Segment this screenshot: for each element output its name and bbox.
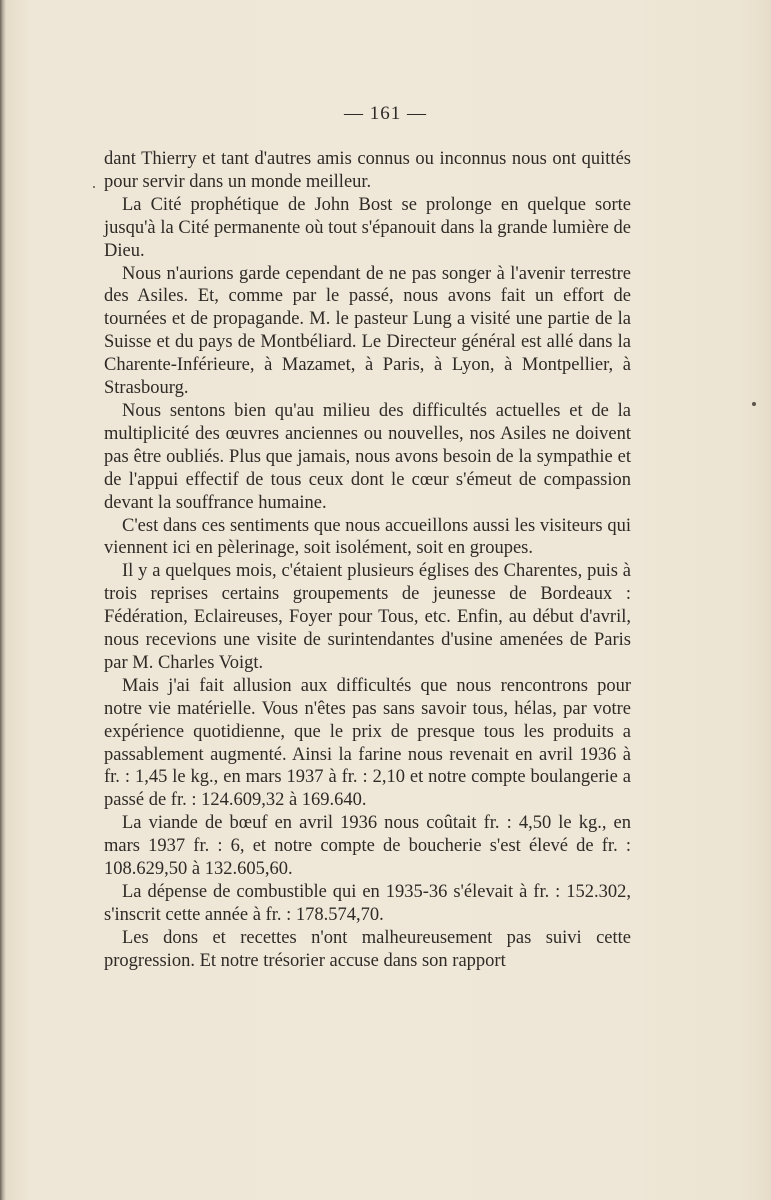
paragraph-1: dant Thierry et tant d'autres amis connus ou inconnus nous ont quittés pour servir dans un monde meilleur.: [104, 149, 631, 192]
paragraph-8: La viande de bœuf en avril 1936 nous coûtait fr. : 4,50 le kg., en mars 1937 fr. : 6, et notre compte de boucherie s'est élevé de fr. : 108.629,50 à 132.605,60.: [104, 813, 631, 880]
body-text: [104, 148, 631, 973]
paper-speck: [93, 186, 95, 188]
paragraph-4: Nous sentons bien qu'au milieu des difficultés actuelles et de la multiplicité des œuvres anciennes ou nouvelles, nos Asiles ne doivent pas être oubliés. Plus que jamais, nous avons besoin de la sympathie et de l'appui effectif de tous ceux dont le cœur s'émeut de compassion devant la souffrance humaine.: [104, 400, 631, 513]
page-number: — 161 —: [344, 103, 427, 124]
paragraph-3: Nous n'aurions garde cependant de ne pas songer à l'avenir terrestre des Asiles. Et, comme par le passé, nous avons fait un effort de tournées et de propagande. M. le pasteur Lung a visité une partie de la Suisse et du pays de Montbéliard. Le Directeur général est allé dans la Charente-Inférieure, à Mazamet, à Paris, à Lyon, à Montpellier, à Strasbourg.: [104, 263, 631, 399]
paragraph-10: Les dons et recettes n'ont malheureusement pas suivi cette progression. Et notre trésorier accuse dans son rapport: [104, 927, 631, 971]
paragraph-7: Mais j'ai fait allusion aux difficultés que nous rencontrons pour notre vie matérielle. Vous n'êtes pas sans savoir tous, hélas, par votre expérience quotidienne, que le prix de presque tous les produits a passablement augmenté. Ainsi la farine nous revenait en avril 1936 à fr. : 1,45 le kg., en mars 1937 à fr. : 2,10 et notre compte boulangerie a passé de fr. : 124.609,32 à 169.640.: [104, 675, 631, 811]
paragraph-6: Il y a quelques mois, c'étaient plusieurs églises des Charentes, puis à trois reprises certains groupements de jeunesse de Bordeaux : Fédération, Eclaireuses, Foyer pour Tous, etc. Enfin, au début d'avril, nous recevions une visite de surintendantes d'usine amenées de Paris par M. Charles Voigt.: [104, 561, 631, 673]
paragraph-2: La Cité prophétique de John Bost se prolonge en quelque sorte jusqu'à la Cité permanente où tout s'épanouit dans la grande lumière de Dieu.: [104, 194, 631, 261]
paper-speck: [752, 402, 756, 406]
page-edge-shadow: [0, 0, 6, 1200]
paragraph-5: C'est dans ces sentiments que nous accueillons aussi les visiteurs qui viennent ici en pèlerinage, soit isolément, soit en groupes.: [104, 515, 631, 559]
paragraph-9: La dépense de combustible qui en 1935-36 s'élevait à fr. : 152.302, s'inscrit cette année à fr. : 178.574,70.: [104, 882, 631, 925]
